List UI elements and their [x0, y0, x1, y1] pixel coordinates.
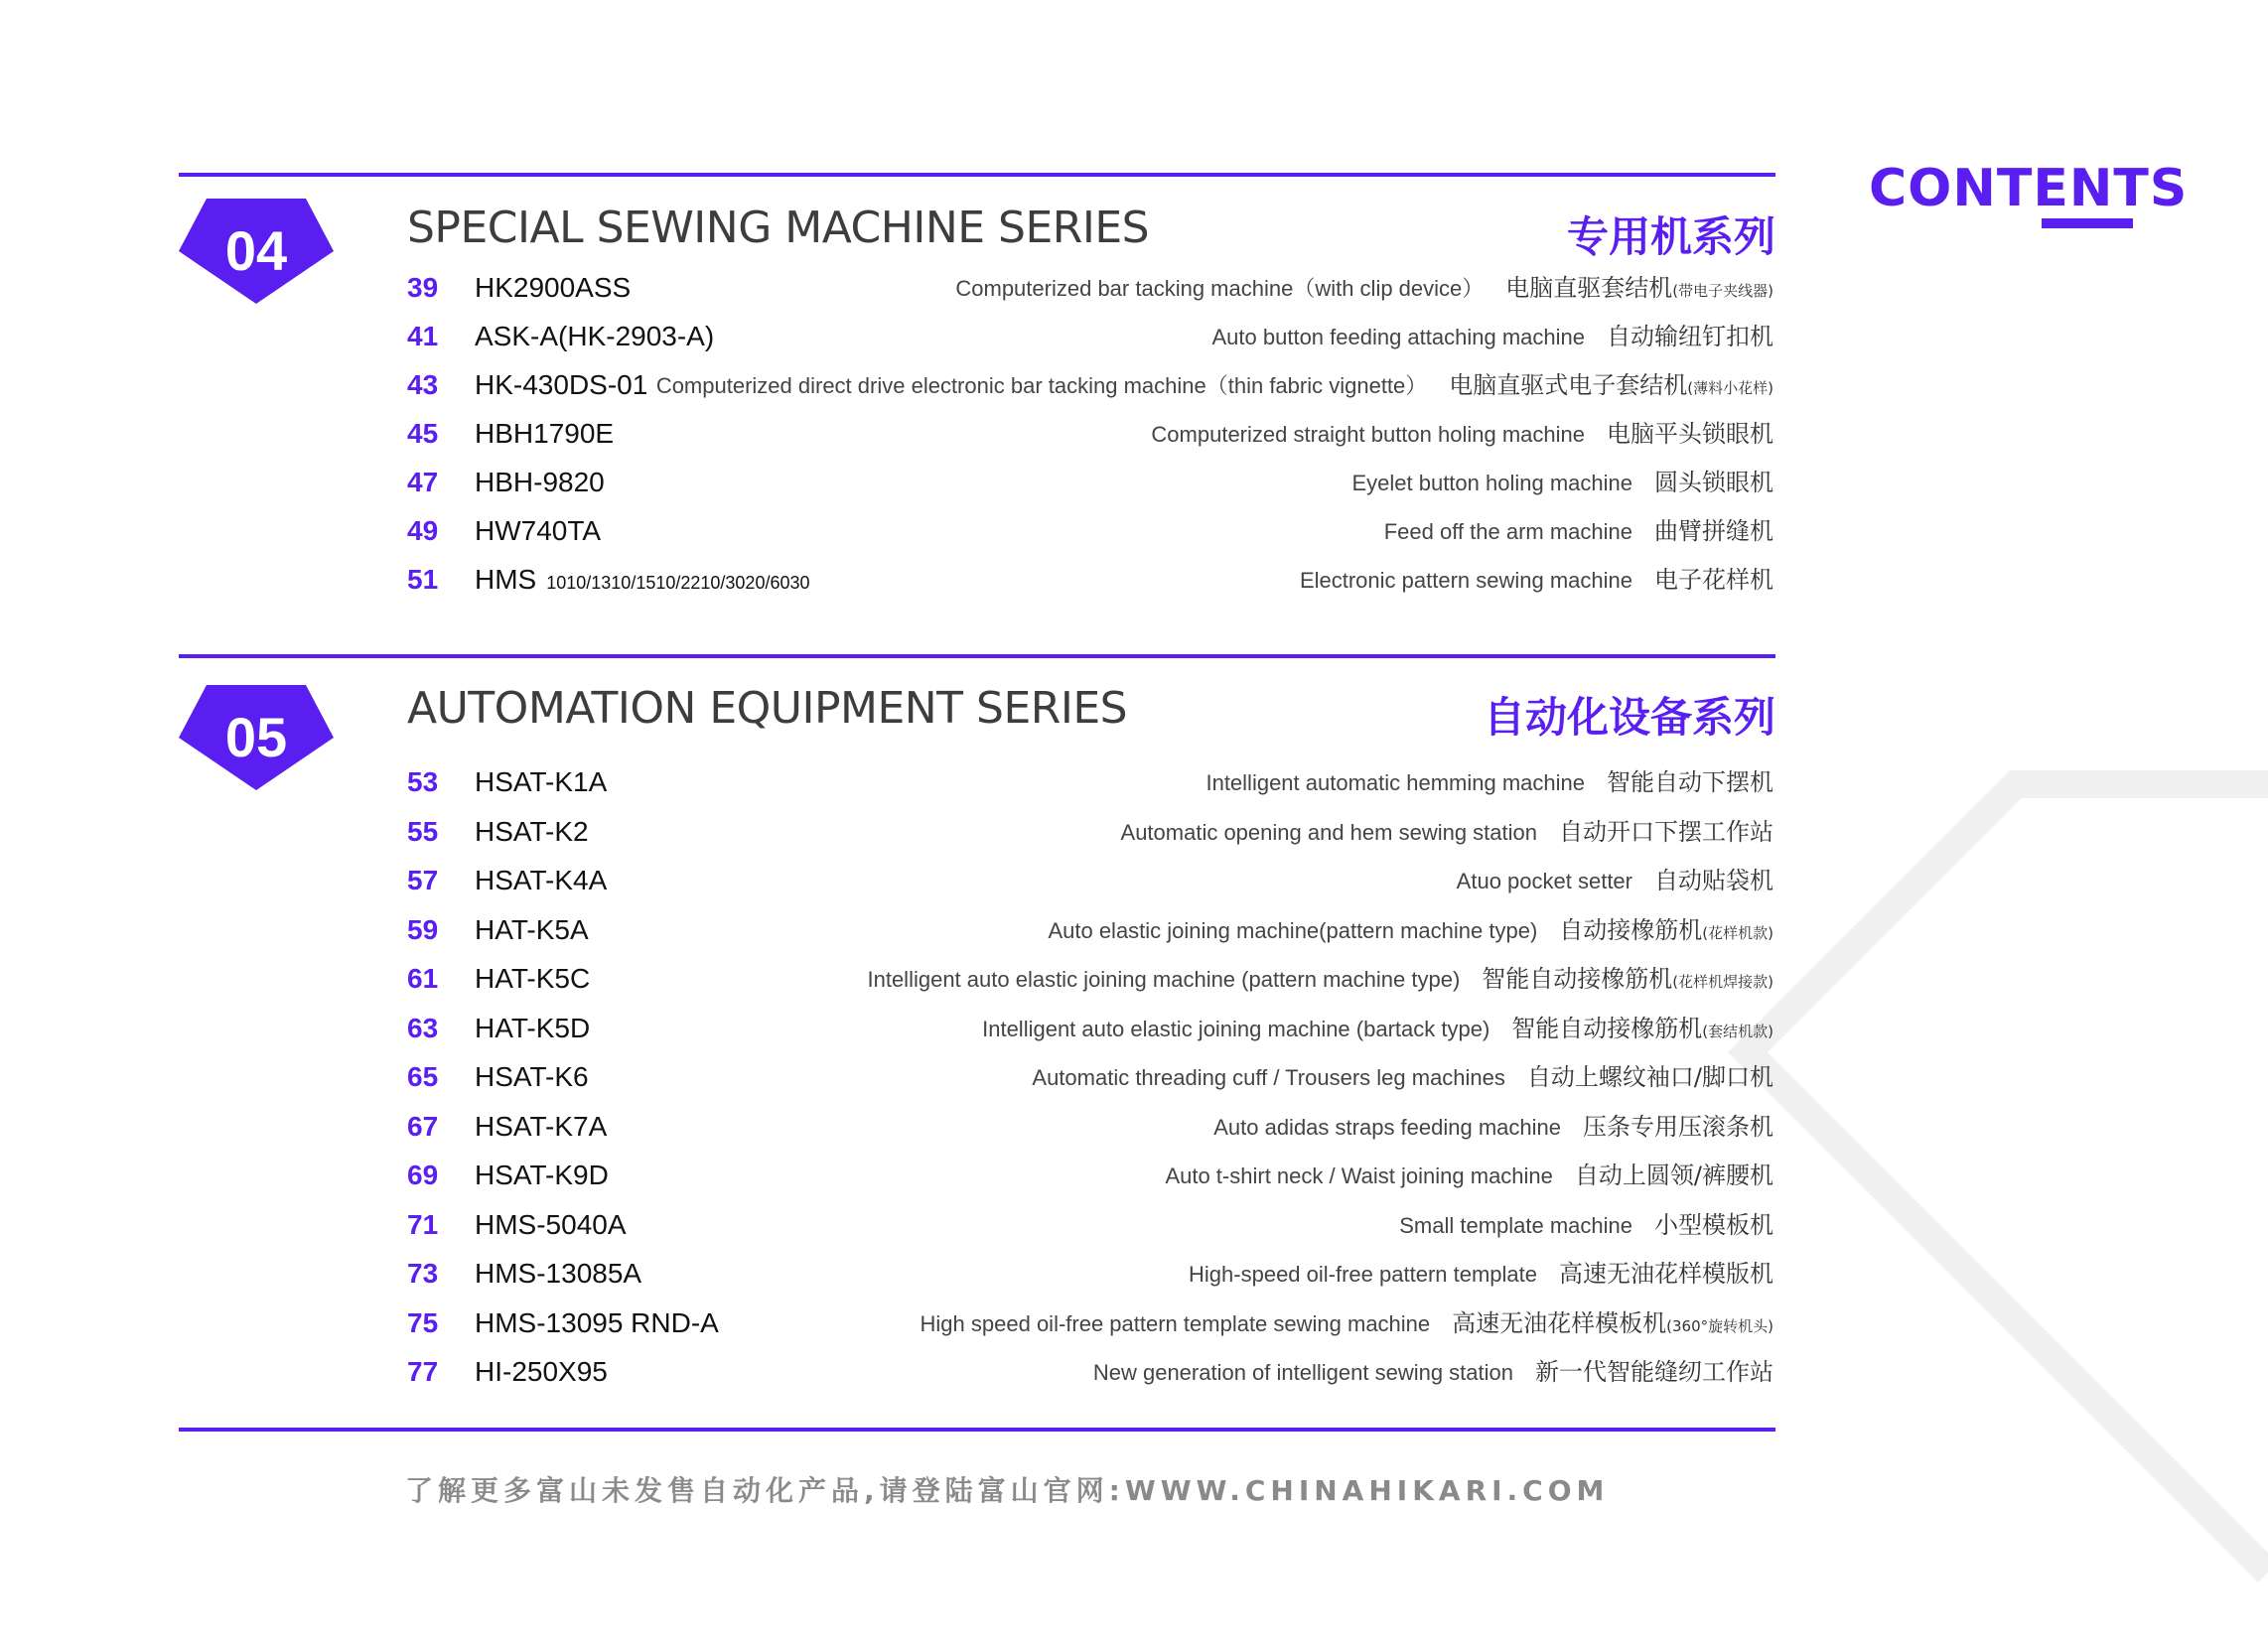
- description-note: (花样机焊接款): [1672, 973, 1773, 991]
- description-en: Intelligent auto elastic joining machine (bartack type): [982, 1016, 1490, 1041]
- list-item[interactable]: [407, 1107, 1773, 1147]
- section-04-number: 04: [224, 219, 288, 282]
- list-item[interactable]: [407, 1303, 1773, 1343]
- list-item[interactable]: [407, 910, 1773, 950]
- model-name: [475, 910, 589, 950]
- bottom-rule: [179, 1428, 1775, 1432]
- item-description: [1351, 463, 1773, 506]
- page-number: 43: [407, 369, 439, 400]
- model-name: [475, 365, 647, 405]
- description-cn: 电子花样机: [1654, 566, 1773, 594]
- model-code: HMS-13095 RND-A: [475, 1306, 719, 1338]
- item-description: [955, 268, 1773, 312]
- item-description: [1189, 1254, 1773, 1298]
- item-description: [1048, 910, 1773, 954]
- model-code: HSAT-K9D: [475, 1160, 609, 1190]
- description-cn: 自动贴袋机: [1654, 867, 1773, 894]
- page-number: 47: [407, 467, 439, 497]
- page-number: 69: [407, 1160, 439, 1190]
- model-code: HBH1790E: [475, 418, 615, 449]
- list-item[interactable]: [407, 1352, 1773, 1392]
- model-code: ASK-A(HK-2903-A): [475, 321, 715, 351]
- description-cn: 自动接橡筋机: [1559, 915, 1703, 944]
- list-item[interactable]: [407, 812, 1773, 852]
- section-04-top-rule: [179, 173, 1775, 177]
- section-05-title: AUTOMATION EQUIPMENT SERIES: [407, 683, 1128, 734]
- section-05-top-rule: [179, 654, 1775, 658]
- description-cn: 曲臂拼缝机: [1654, 517, 1773, 545]
- description-cn: 圆头锁眼机: [1654, 469, 1773, 496]
- description-cn: 新一代智能缝纫工作站: [1535, 1358, 1773, 1386]
- description-cn: 小型模板机: [1654, 1210, 1773, 1239]
- item-description: [1205, 762, 1773, 806]
- list-item[interactable]: [407, 1057, 1773, 1097]
- list-item[interactable]: [407, 463, 1773, 502]
- item-description: [656, 365, 1773, 409]
- page-number: 63: [407, 1012, 439, 1043]
- model-name: [475, 1156, 609, 1195]
- model-name: [475, 861, 607, 900]
- description-cn: 电脑直驱式电子套结机: [1449, 371, 1688, 399]
- description-en: Computerized straight button holing machine: [1151, 422, 1585, 447]
- page-number: 51: [407, 564, 439, 595]
- description-cn: 自动开口下摆工作站: [1559, 817, 1773, 846]
- description-en: Automatic opening and hem sewing station: [1120, 819, 1537, 845]
- page-number: 65: [407, 1061, 439, 1092]
- item-description: [1093, 1352, 1773, 1396]
- description-cn: 自动输纽钉扣机: [1607, 323, 1773, 350]
- description-en: Small template machine: [1399, 1212, 1632, 1238]
- model-code: HK-430DS-01: [475, 369, 648, 400]
- model-name: [475, 463, 605, 502]
- item-description: [1213, 1107, 1773, 1151]
- model-name: [475, 414, 614, 454]
- model-name: [475, 511, 601, 551]
- model-code: HI-250X95: [475, 1356, 608, 1387]
- description-cn: 电脑直驱套结机: [1505, 274, 1673, 302]
- page-number: 61: [407, 963, 439, 994]
- item-description: [1300, 560, 1773, 604]
- model-name: [475, 1057, 589, 1097]
- description-note: (套结机款): [1702, 1022, 1773, 1040]
- item-description: [921, 1303, 1773, 1347]
- section-05-number: 05: [224, 706, 288, 768]
- page-number: 71: [407, 1208, 439, 1240]
- list-item[interactable]: [407, 861, 1773, 900]
- item-description: [1399, 1205, 1773, 1249]
- item-description: [1212, 317, 1774, 360]
- description-note: (薄料小花样): [1687, 379, 1773, 397]
- page-number: 59: [407, 913, 439, 945]
- page-number: 39: [407, 272, 439, 303]
- model-name: [475, 959, 590, 999]
- contents-underline: [2042, 218, 2133, 228]
- model-code: HBH-9820: [475, 467, 605, 497]
- list-item[interactable]: [407, 1009, 1773, 1048]
- list-item[interactable]: [407, 1254, 1773, 1294]
- description-cn: 智能自动下摆机: [1607, 768, 1773, 796]
- description-en: Auto t-shirt neck / Waist joining machine: [1165, 1163, 1553, 1188]
- description-note: (360°旋转机头): [1666, 1316, 1773, 1335]
- model-code: HAT-K5C: [475, 963, 591, 994]
- page-number: 57: [407, 865, 439, 895]
- model-code: HSAT-K6: [475, 1061, 589, 1092]
- description-en: High-speed oil-free pattern template: [1189, 1262, 1537, 1287]
- description-en: Automatic threading cuff / Trousers leg machines: [1032, 1065, 1505, 1090]
- model-name: [475, 1205, 627, 1245]
- contents-heading: CONTENTS: [1869, 159, 2189, 218]
- page-number: 73: [407, 1258, 439, 1289]
- model-code: HMS-13085A: [475, 1258, 642, 1289]
- description-en: Intelligent automatic hemming machine: [1205, 770, 1585, 795]
- description-cn: 自动上圆领/裤腰机: [1574, 1162, 1773, 1189]
- section-05-badge: [179, 685, 334, 790]
- description-en: Eyelet button holing machine: [1351, 471, 1632, 495]
- model-name: [475, 268, 631, 308]
- section-04-title-cn: 专用机系列: [1566, 212, 1775, 261]
- list-item[interactable]: [407, 317, 1773, 356]
- list-item[interactable]: [407, 762, 1773, 802]
- footer-website-note: 了解更多富山未发售自动化产品,请登陆富山官网:WWW.CHINAHIKARI.COM: [405, 1474, 1610, 1507]
- model-code: HAT-K5A: [475, 913, 589, 945]
- description-en: Feed off the arm machine: [1383, 519, 1632, 544]
- page-number: 45: [407, 418, 439, 449]
- page-number: 75: [407, 1306, 439, 1338]
- model-code: HMS-5040A: [475, 1208, 627, 1240]
- description-en: Auto elastic joining machine(pattern machine type): [1048, 917, 1538, 943]
- description-en: High speed oil-free pattern template sewing machine: [920, 1310, 1431, 1336]
- model-name: [475, 1107, 607, 1147]
- description-cn: 智能自动接橡筋机: [1511, 1014, 1703, 1042]
- section-05-title-cn: 自动化设备系列: [1483, 693, 1775, 742]
- list-item[interactable]: [407, 511, 1773, 551]
- page-number: 53: [407, 766, 439, 797]
- model-name: [475, 762, 607, 802]
- model-code: HSAT-K1A: [475, 766, 608, 797]
- list-item[interactable]: [407, 365, 1773, 405]
- section-04-badge: [179, 199, 334, 304]
- description-cn: 自动上螺纹袖口/脚口机: [1526, 1063, 1773, 1091]
- item-description: [867, 959, 1773, 1003]
- item-description: [1032, 1057, 1773, 1101]
- description-note: (花样机款): [1702, 923, 1773, 942]
- description-en: Computerized direct drive electronic bar tacking machine（thin fabric vignette）: [655, 373, 1428, 398]
- list-item[interactable]: [407, 1156, 1773, 1195]
- list-item[interactable]: [407, 959, 1773, 999]
- model-code: HSAT-K2: [475, 815, 589, 847]
- description-note: (带电子夹线器): [1672, 282, 1773, 300]
- model-name: [475, 812, 589, 852]
- list-item[interactable]: [407, 1205, 1773, 1245]
- page-number: 77: [407, 1356, 439, 1387]
- description-en: Computerized bar tacking machine（with clip device）: [955, 276, 1485, 301]
- model-name: [475, 1352, 608, 1392]
- item-description: [1165, 1156, 1773, 1199]
- model-code: HSAT-K4A: [475, 865, 608, 895]
- page-number: 41: [407, 321, 439, 351]
- model-code: HW740TA: [475, 515, 602, 546]
- page-number: 55: [407, 815, 439, 847]
- model-variants: 1010/1310/1510/2210/3020/6030: [546, 573, 810, 593]
- description-en: New generation of intelligent sewing station: [1092, 1360, 1513, 1385]
- model-code: HMS: [475, 564, 537, 595]
- list-item[interactable]: [407, 414, 1773, 454]
- item-description: [1151, 414, 1773, 458]
- description-en: Auto button feeding attaching machine: [1211, 325, 1585, 349]
- section-04-title: SPECIAL SEWING MACHINE SERIES: [407, 203, 1150, 253]
- page-number: 49: [407, 515, 439, 546]
- item-description: [982, 1009, 1773, 1052]
- model-name: [475, 1254, 641, 1294]
- model-name: [475, 560, 810, 603]
- item-description: [1384, 511, 1773, 555]
- description-en: Atuo pocket setter: [1456, 869, 1632, 893]
- page-number: 67: [407, 1110, 439, 1142]
- description-en: Electronic pattern sewing machine: [1299, 568, 1632, 593]
- model-code: HSAT-K7A: [475, 1110, 608, 1142]
- description-cn: 高速无油花样模版机: [1559, 1260, 1773, 1288]
- item-description: [1457, 861, 1773, 904]
- model-code: HK2900ASS: [475, 272, 632, 303]
- model-name: [475, 317, 714, 356]
- model-name: [475, 1009, 590, 1048]
- item-description: [1121, 812, 1773, 856]
- model-name: [475, 1303, 719, 1343]
- description-en: Auto adidas straps feeding machine: [1213, 1114, 1561, 1140]
- description-cn: 高速无油花样模板机: [1452, 1308, 1667, 1337]
- description-cn: 智能自动接橡筋机: [1482, 965, 1673, 993]
- list-item[interactable]: [407, 560, 1773, 600]
- description-cn: 电脑平头锁眼机: [1607, 420, 1773, 448]
- list-item[interactable]: [407, 268, 1773, 308]
- description-en: Intelligent auto elastic joining machine (pattern machine type): [867, 967, 1461, 992]
- description-cn: 压条专用压滚条机: [1583, 1112, 1773, 1141]
- model-code: HAT-K5D: [475, 1012, 591, 1043]
